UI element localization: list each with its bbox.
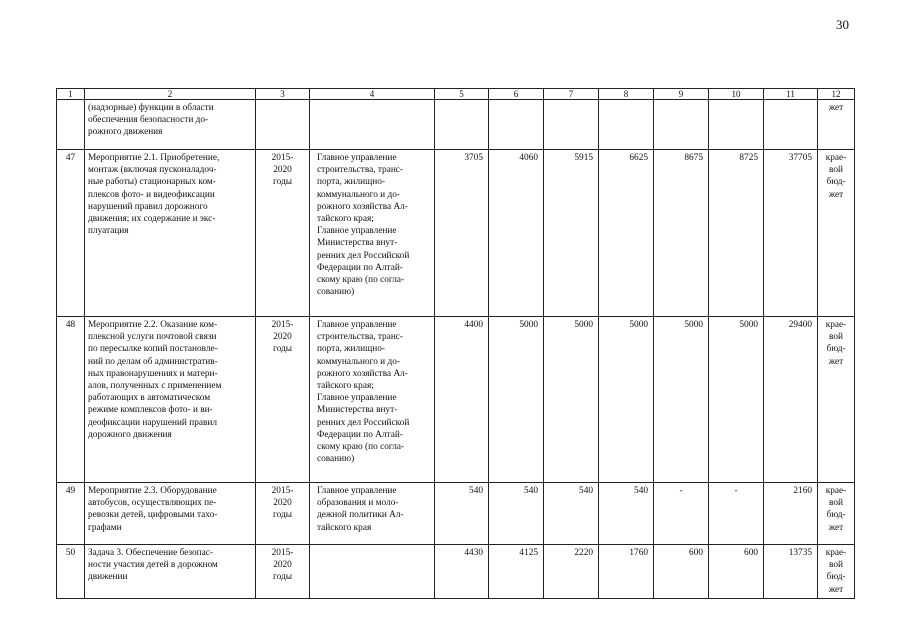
- value-total: 2160: [764, 483, 818, 545]
- value-2019: 8675: [654, 150, 709, 317]
- value-2017: 2220: [544, 545, 599, 599]
- value-total: 29400: [764, 317, 818, 483]
- executor: Главное управление образования и моло- дежной политики Ал- тайского края: [310, 483, 435, 545]
- value-total: 37705: [764, 150, 818, 317]
- measure-name: Мероприятие 2.1. Приобретение, монтаж (включая пусконаладоч- ные работы) стационарных ком- плексов фото- и видеофиксации нарушений правил дорожного движения; их содержание и экс- плуатация: [85, 150, 256, 317]
- period: 2015- 2020 годы: [256, 150, 310, 317]
- value-2020: 600: [709, 545, 764, 599]
- measure-name: Задача 3. Обеспечение безопас- ности участия детей в дорожном движении: [85, 545, 256, 599]
- table-header-row: [57, 89, 855, 100]
- header-cell: 3: [256, 89, 310, 100]
- value-2020: 8725: [709, 150, 764, 317]
- value-2018: 6625: [599, 150, 654, 317]
- value-2017: 5000: [544, 317, 599, 483]
- funding-source: крае- вой бюд- жет: [818, 483, 855, 545]
- measure-name: Мероприятие 2.2. Оказание ком- плексной услуги почтовой связи по пересылке копий постановле- ний по делам об административ- ных правонарушениях и матери- алов, полученных с применением работающих в автоматическом режиме комплексов фото- и ви- деофиксации нарушений правил дорожного движения: [85, 317, 256, 483]
- header-cell: 4: [310, 89, 435, 100]
- executor: Главное управление строительства, транс- порта, жилищно- коммунального и до- рожного хозяйства Ал- тайского края; Главное управление Министерства внут- ренних дел Российской Федерации по Алтай- скому краю (по согла- сованию): [310, 150, 435, 317]
- value-2017: 5915: [544, 150, 599, 317]
- program-measures-table: [56, 88, 855, 599]
- value-2016: 540: [489, 483, 544, 545]
- funding-source: крае- вой бюд- жет: [818, 545, 855, 599]
- header-cell: 2: [85, 89, 256, 100]
- period: 2015- 2020 годы: [256, 317, 310, 483]
- value-2019: -: [654, 483, 709, 545]
- table-row: [57, 317, 855, 483]
- funding-source: крае- вой бюд- жет: [818, 150, 855, 317]
- value-2016: 4060: [489, 150, 544, 317]
- header-cell: 11: [764, 89, 818, 100]
- value-2018: [599, 100, 654, 150]
- value-2017: 540: [544, 483, 599, 545]
- value-2020: [709, 100, 764, 150]
- row-number: 48: [57, 317, 85, 483]
- row-number: 50: [57, 545, 85, 599]
- header-cell: 8: [599, 89, 654, 100]
- period: [256, 100, 310, 150]
- measure-name: (надзорные) функции в области обеспечения безопасности до- рожного движения: [85, 100, 256, 150]
- value-2018: 540: [599, 483, 654, 545]
- executor: [310, 100, 435, 150]
- header-cell: 1: [57, 89, 85, 100]
- value-2018: 5000: [599, 317, 654, 483]
- header-cell: 12: [818, 89, 855, 100]
- row-number: [57, 100, 85, 150]
- value-2019: 5000: [654, 317, 709, 483]
- header-cell: 9: [654, 89, 709, 100]
- table-row-continuation: [57, 100, 855, 150]
- table-row: [57, 483, 855, 545]
- value-2015: [435, 100, 489, 150]
- value-total: [764, 100, 818, 150]
- executor: Главное управление строительства, транс- порта, жилищно- коммунального и до- рожного хозяйства Ал- тайского края; Главное управление Министерства внут- ренних дел Российской Федерации по Алтай- скому краю (по согла- сованию): [310, 317, 435, 483]
- header-cell: 10: [709, 89, 764, 100]
- value-2015: 4400: [435, 317, 489, 483]
- period: 2015- 2020 годы: [256, 483, 310, 545]
- value-2015: 3705: [435, 150, 489, 317]
- row-number: 47: [57, 150, 85, 317]
- header-cell: 6: [489, 89, 544, 100]
- value-2016: 5000: [489, 317, 544, 483]
- header-cell: 7: [544, 89, 599, 100]
- row-number: 49: [57, 483, 85, 545]
- measure-name: Мероприятие 2.3. Оборудование автобусов, осуществляющих пе- ревозки детей, цифровыми тахо- графами: [85, 483, 256, 545]
- header-cell: 5: [435, 89, 489, 100]
- value-2016: [489, 100, 544, 150]
- page-number: 30: [836, 17, 849, 32]
- funding-source: крае- вой бюд- жет: [818, 317, 855, 483]
- value-2019: [654, 100, 709, 150]
- value-2020: -: [709, 483, 764, 545]
- executor: [310, 545, 435, 599]
- value-2015: 540: [435, 483, 489, 545]
- funding-source: жет: [818, 100, 855, 150]
- table-row: [57, 150, 855, 317]
- value-2016: 4125: [489, 545, 544, 599]
- value-2018: 1760: [599, 545, 654, 599]
- table-row: [57, 545, 855, 599]
- value-2015: 4430: [435, 545, 489, 599]
- value-2019: 600: [654, 545, 709, 599]
- value-total: 13735: [764, 545, 818, 599]
- value-2020: 5000: [709, 317, 764, 483]
- period: 2015- 2020 годы: [256, 545, 310, 599]
- value-2017: [544, 100, 599, 150]
